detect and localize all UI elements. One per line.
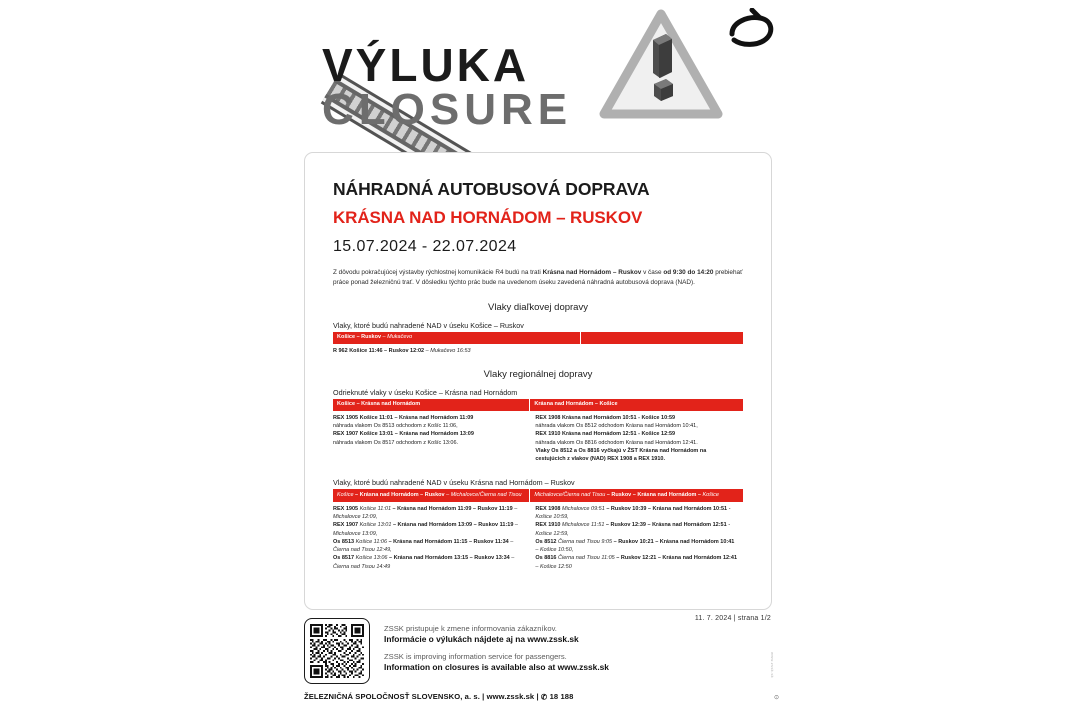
longdistance-table [333,332,743,359]
replaced-trains-table [333,489,743,573]
hero-title-en: CLOSURE [322,85,573,135]
train-origin: Košice 11:01 [359,505,392,512]
table-cell-left [333,502,530,574]
train-origin: Michalovce 11:51 [561,522,605,529]
table-cell [333,344,743,358]
train-origin: Košice 13:01 [359,522,392,529]
header-bold: Košice – Ruskov [337,334,382,341]
section-title-longdistance: Vlaky diaľkovej dopravy [488,301,588,313]
train-origin: Čierna nad Tisou 9:05 [558,538,613,545]
train-dest: - Košice 12:59, [535,522,731,537]
table-header-row [333,489,743,501]
train-origin: Michalovce 09:51 [561,505,605,512]
table-header-row [333,332,743,344]
train-line-bold: REX 1910 Krásna nad Hornádom 12:51 - Košice 12:59 [535,431,676,438]
header-ital: – Michalovce/Čierna nad Tisou [444,491,522,498]
intro-route-bold: Krásna nad Hornádom – Ruskov [542,269,642,276]
table-header-cell [333,399,530,411]
table-header-cell-empty [581,332,743,344]
train-line [535,505,738,522]
header-bold: Košice – Krásna nad Hornádom [337,401,421,408]
footer-en-strong[interactable]: Information on closures is available also at www.zssk.sk [384,662,609,672]
train-stops: – Ruskov 12:39 – Krásna nad Hornádom 12:51 [604,522,727,529]
table-row [333,344,743,358]
train-stops: – Ruskov 12:21 – Krásna nad Hornádom 12:41 [614,555,738,562]
header-ital: Michalovce/Čierna nad Tisou [534,491,606,498]
intro-time-bold: od 9:30 do 14:20 [663,269,714,276]
hero-title-sk: VÝLUKA [322,39,530,91]
header-ital: – Mukačevo [381,334,413,341]
section-title-regional: Vlaky regionálnej dopravy [483,368,593,380]
date-page-stamp: 11. 7. 2024 | strana 1/2 [694,615,771,622]
hero-title [322,39,573,135]
train-stops: – Krásna nad Hornádom 13:09 – Ruskov 11:19 [391,522,514,529]
table-header-cell [333,489,530,501]
train-stops: – Krásna nad Hornádom 11:09 – Ruskov 11:19 [391,505,513,512]
train-line-note: náhrada vlakom Os 8512 odchodom Krásna nad Hornádom 10:41, [535,423,698,430]
intro-part-3: prebiehať práce ponad železničnú trať. V dôsledku týchto prác bude na uvedenom úseku zavedená náhradná autobusová doprava (NAD). [333,269,743,286]
footer-en-lite: ZSSK is improving information service for passengers. [384,652,567,661]
train-origin: Košice 13:06 [355,555,388,562]
route-title: KRÁSNA NAD HORNÁDOM – RUSKOV [333,208,643,227]
train-origin: Košice 11:06 [355,538,388,545]
table-header-cell [530,489,743,501]
train-line-note: náhrada vlakom Os 8513 odchodom z Košíc 11:06, [333,423,458,430]
train-line [535,521,738,538]
train-code: Os 8513 [333,538,356,545]
train-dest: – Čierna nad Tisou 12:49, [333,538,514,554]
subtitle-replaced: Vlaky, ktoré budú nahradené NAD v úseku Krásna nad Hornádom – Ruskov [333,478,575,488]
table-header-cell [530,399,743,411]
header-bold: – Krásna nad Hornádom – Ruskov [353,491,445,498]
train-stops: – Krásna nad Hornádom 11:15 – Ruskov 11:34 [387,538,509,545]
train-dest: - Košice 10:59, [535,505,731,521]
train-stops: – Krásna nad Hornádom 13:15 – Ruskov 13:34 [387,555,510,562]
train-line [333,505,525,522]
train-line [333,521,525,538]
table-cell-right [530,411,743,467]
train-line [333,538,525,555]
train-origin: Čierna nad Tisou 11:05 [558,555,615,562]
train-line-note: náhrada vlakom Os 8816 odchodom Krásna nad Hornádom 12:41. [535,439,698,446]
train-stops: – Ruskov 10:39 – Krásna nad Hornádom 10:51 [604,505,728,512]
warning-triangle-icon [596,6,726,126]
header-bold: Krásna nad Hornádom – Košice [534,401,618,408]
table-row [333,502,743,574]
intro-part-1: Z dôvodu pokračujúcej výstavby rýchlostnej komunikácie R4 budú na trati [333,269,543,276]
header-bold: – Ruskov – Krásna nad Hornádom – [605,491,703,498]
table-header-row [333,399,743,411]
table-cell-right [530,502,743,574]
cancelled-trains-table [333,399,743,467]
train-code: REX 1908 [535,505,562,512]
qr-code-icon[interactable] [304,618,370,684]
notice-card [304,152,772,622]
table-header-cell [333,332,581,344]
train-line [535,554,738,571]
train-stops: – Ruskov 10:21 – Krásna nad Hornádom 10:41 [612,538,735,545]
train-line [535,538,738,555]
train-code: REX 1910 [535,522,562,529]
subtitle-cancelled: Odrieknuté vlaky v úseku Košice – Krásna nad Hornádom [333,387,518,397]
train-line-bold: Vlaky Os 8512 a Os 8816 vyčkajú v ŽST Krásna nad Hornádom na cestujúcich z vlakov (NAD) REX 1908 a REX 1910. [535,447,707,463]
watermark-dot: ⊙ [774,695,780,701]
train-line-note: náhrada vlakom Os 8517 odchodom z Košíc 13:06. [333,439,459,446]
train-code: Os 8816 [535,555,559,562]
train-line [333,554,525,571]
intro-part-2: v čase [641,269,664,276]
phone-number: 18 188 [549,692,574,701]
subtitle-longdistance: Vlaky, ktoré budú nahradené NAD v úseku Košice – Ruskov [333,320,524,330]
date-range: 15.07.2024 - 22.07.2024 [333,238,517,255]
train-dest: – Košice 12:50 [535,563,572,570]
row-ital: – Mukačevo 16:53 [424,348,471,355]
company-name: ŽELEZNIČNÁ SPOLOČNOSŤ SLOVENSKO, a. s. | www.zssk.sk | [304,692,541,701]
page-title: NÁHRADNÁ AUTOBUSOVÁ DOPRAVA [333,179,650,199]
footer-sk-strong[interactable]: Informácie o výlukách nájdete aj na www.zssk.sk [384,634,579,644]
table-cell-left [333,411,530,467]
train-dest: – Čierna nad Tisou 14:49 [333,555,515,570]
zssk-logo-icon [722,8,778,54]
header-ital: Košice [702,491,719,498]
train-code: Os 8517 [333,555,356,562]
phone-icon: ✆ [540,692,548,702]
train-dest: – Michalovce 12:09, [333,505,518,521]
intro-paragraph [333,268,743,288]
row-bold: R 962 Košice 11:46 – Ruskov 12:02 [333,348,425,355]
train-line-bold: REX 1907 Košice 13:01 – Krásna nad Hornádom 13:09 [333,431,474,438]
train-code: REX 1907 [333,522,360,529]
train-dest: – Michalovce 13:09, [333,522,518,537]
company-line [304,692,784,701]
side-watermark: www.zssk.sk [770,652,775,678]
train-line-bold: REX 1908 Krásna nad Hornádom 10:51 - Košice 10:59 [535,414,676,421]
train-line-bold: REX 1905 Košice 11:01 – Krásna nad Hornádom 11:09 [333,414,474,421]
footer [304,618,784,701]
table-row [333,411,743,467]
header-ital: Košice [337,491,354,498]
footer-sk-lite: ZSSK pristupuje k zmene informovania zákazníkov. [384,624,557,633]
train-dest: – Košice 10:50, [535,547,574,554]
train-code: REX 1905 [333,505,360,512]
train-code: Os 8512 [535,538,559,545]
